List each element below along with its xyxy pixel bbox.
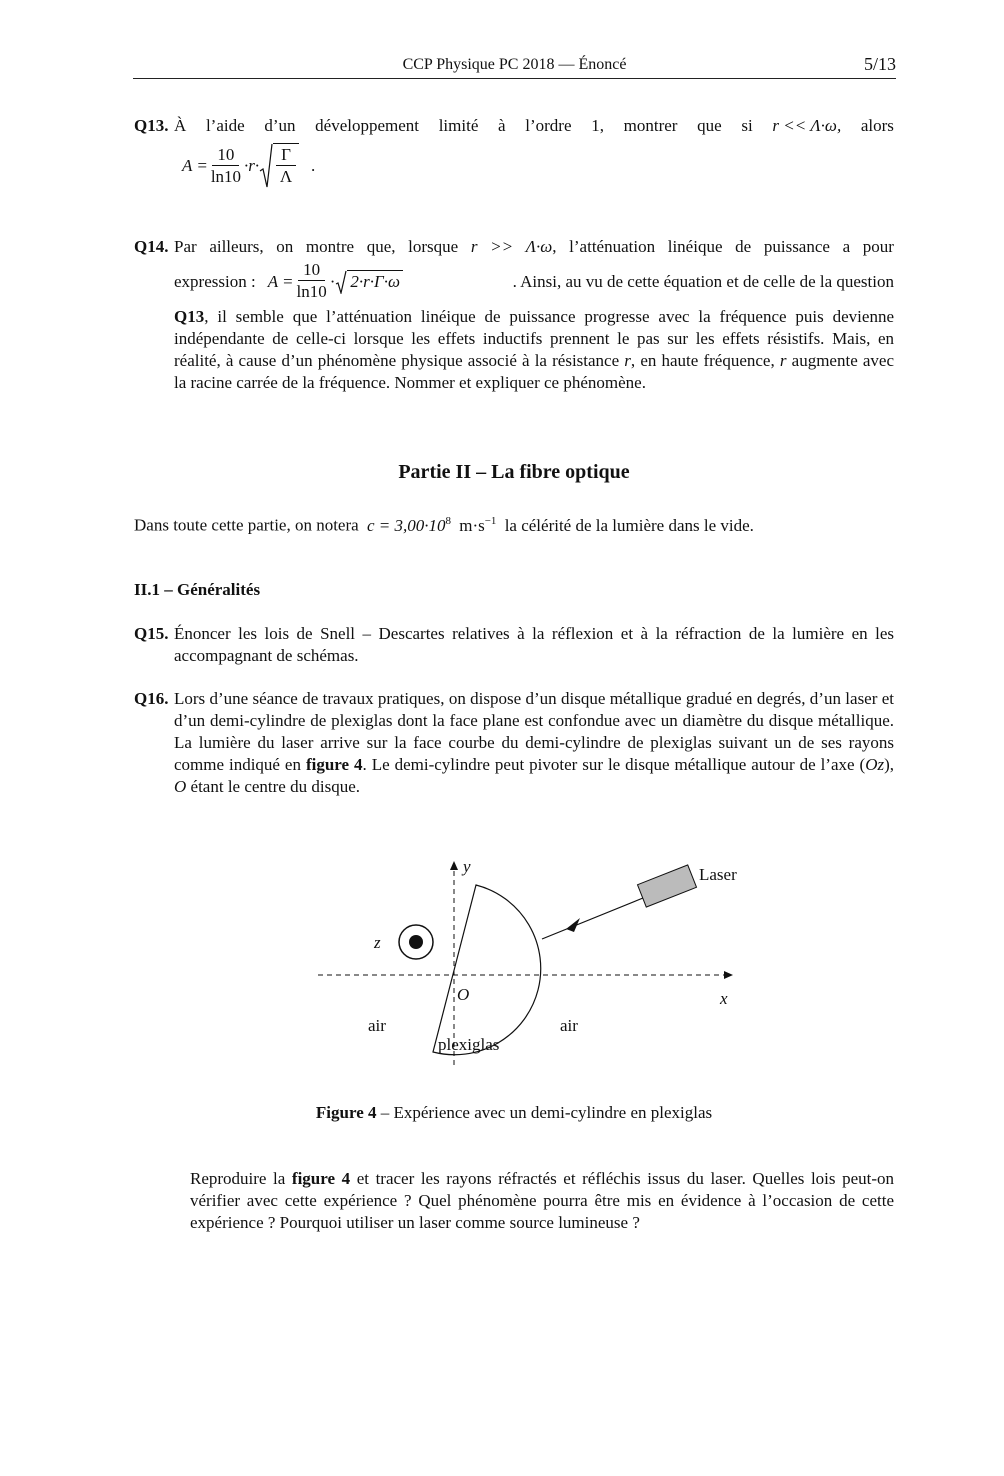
- q14-line2: expression : A = $\frac{10}{\ln 10}$ · 2·r·Γ·ω . Ainsi, au vu de cette équation et de celle de la question: [174, 260, 894, 301]
- q14-label: Q14.: [134, 237, 169, 256]
- word: l’ordre: [525, 116, 572, 135]
- question-reference: Q13: [174, 307, 205, 326]
- question-q14: [134, 236, 894, 394]
- q15-label: Q15.: [134, 624, 169, 643]
- word: à: [498, 116, 506, 135]
- figure-caption: [134, 1103, 894, 1123]
- word: développement: [315, 116, 420, 135]
- text: , il semble que l’atténuation linéique de puissance progresse avec la fréquence puis devienne indépendante de celle-ci lorsque les effets inductifs prennent le pas sur les effets résistifs. Mais, en réalité, à cause d’un phénomène physique associé à la résistance: [174, 307, 894, 370]
- fraction-denominator: ln10: [296, 282, 327, 301]
- laser-label: Laser: [699, 865, 737, 884]
- figure-reference: figure 4: [291, 1169, 351, 1188]
- fraction: [297, 260, 327, 303]
- text: , l’atténuation linéique de puissance a pour: [552, 237, 894, 256]
- caption-text: – Expérience avec un demi-cylindre en plexiglas: [380, 1103, 713, 1122]
- radical-sign-icon: [335, 270, 347, 294]
- fraction: [211, 145, 241, 188]
- q16-label: Q16.: [134, 689, 169, 708]
- formula-period: .: [311, 156, 316, 175]
- q14-condition: r >> Λ·ω: [470, 237, 553, 256]
- q15-text: Énoncer les lois de Snell – Descartes relatives à la réflexion et à la réfraction de la lumière en les accompagnant de schémas.: [174, 624, 894, 665]
- word: 1,: [591, 116, 604, 135]
- page-header: [133, 52, 896, 79]
- q13-formula: [182, 143, 894, 189]
- text: la célérité de la lumière dans le vide.: [504, 515, 754, 535]
- text: augmente avec la racine carrée de la fréquence. Nommer et expliquer ce phénomène.: [174, 351, 895, 392]
- q14-line1: [174, 236, 894, 258]
- fraction-numerator: Γ: [276, 145, 296, 166]
- y-label: y: [463, 857, 471, 876]
- word: d’un: [264, 116, 296, 135]
- half-cylinder-shape: [433, 885, 541, 1055]
- figure-4-diagram: [300, 850, 760, 1070]
- text: expression :: [174, 271, 256, 291]
- z-label: z: [374, 933, 381, 952]
- text: . Le demi-cylindre peut pivoter sur le disque métallique autour de l’axe (: [362, 755, 866, 774]
- fraction-numerator: 10: [212, 145, 239, 166]
- fraction-denominator: Λ: [279, 167, 293, 186]
- q16-instructions: [190, 1168, 894, 1234]
- text: Reproduire la: [190, 1169, 286, 1188]
- formula-lhs: A =: [182, 156, 208, 175]
- word: alors: [860, 116, 894, 135]
- q13-label: Q13.: [134, 116, 169, 135]
- text: , en haute fréquence,: [630, 351, 775, 370]
- question-q13: [134, 115, 894, 189]
- text: Par ailleurs, on montre que, lorsque: [174, 237, 459, 256]
- unit: m·s: [459, 515, 485, 535]
- variable: r: [624, 351, 631, 370]
- air-left-label: air: [368, 1016, 386, 1035]
- z-axis-dot-icon: [409, 935, 423, 949]
- text: Dans toute cette partie, on notera: [134, 515, 359, 535]
- x-label: x: [720, 989, 728, 1008]
- fraction-denominator: ln10: [210, 166, 242, 186]
- word: limité: [438, 116, 479, 135]
- part-title: Partie II – La fibre optique: [398, 461, 630, 483]
- exponent: 8: [445, 515, 451, 527]
- air-right-label: air: [560, 1016, 578, 1035]
- axis-name: Oz: [865, 755, 885, 774]
- question-q15: [134, 623, 894, 667]
- formula-factor: ·r·: [244, 156, 260, 175]
- section-title: II.1 – Généralités: [134, 580, 261, 599]
- origin-label: O: [457, 985, 470, 1004]
- q13-line1: [174, 115, 894, 137]
- word: À: [174, 116, 187, 135]
- q13-condition: r << Λ·ω,: [772, 116, 842, 135]
- question-q16: [134, 688, 894, 798]
- plexiglas-label: plexiglas: [438, 1035, 500, 1054]
- figure-reference: figure 4: [305, 755, 363, 774]
- variable: O: [174, 777, 187, 796]
- part-intro: [134, 510, 894, 537]
- speed-of-light: c = 3,00·10: [366, 515, 446, 535]
- text: et tracer les rayons réfractés et réfléchis issus du laser. Quelles lois peut-on vérifier avec cette expérience ? Quel phénomène pourra être mis en évidence à l’occasion de cette expérience ? Pourquoi utiliser un laser comme source lumineuse ?: [190, 1169, 895, 1232]
- laser-device-icon: [637, 865, 696, 907]
- text: . Ainsi, au vu de cette équation et de celle de la question: [512, 271, 894, 291]
- word: si: [741, 116, 753, 135]
- variable: r: [779, 351, 787, 370]
- word: montrer: [623, 116, 678, 135]
- word: l’aide: [205, 116, 245, 135]
- caption-ref: Figure 4: [315, 1103, 377, 1122]
- text: Lors d’une séance de travaux pratiques, on dispose d’un disque métallique gradué en degrés, d’un laser et d’un demi-cylindre de plexiglas dont la face plane est confondue avec un diamètre du disque métallique. La lumière du laser arrive sur la face courbe du demi-cylindre de plexiglas suivant un de ses rayons comme indiqué en: [174, 689, 894, 774]
- fraction-numerator: 10: [298, 260, 325, 281]
- radicand: 2·r·Γ·ω: [347, 270, 403, 294]
- q14-rest: [174, 306, 894, 394]
- header-title: CCP Physique PC 2018 — Énoncé: [402, 56, 627, 73]
- square-root: [259, 143, 299, 189]
- text: ),: [884, 755, 895, 774]
- square-root: [335, 270, 403, 294]
- word: que: [697, 116, 722, 135]
- exponent: −1: [484, 515, 497, 527]
- laser-ray: [542, 898, 643, 939]
- formula-lhs: A =: [267, 271, 294, 291]
- text: étant le centre du disque.: [190, 777, 360, 796]
- radical-sign-icon: [259, 143, 273, 189]
- page-number: 5/13: [863, 54, 896, 74]
- q16-text: [174, 688, 894, 798]
